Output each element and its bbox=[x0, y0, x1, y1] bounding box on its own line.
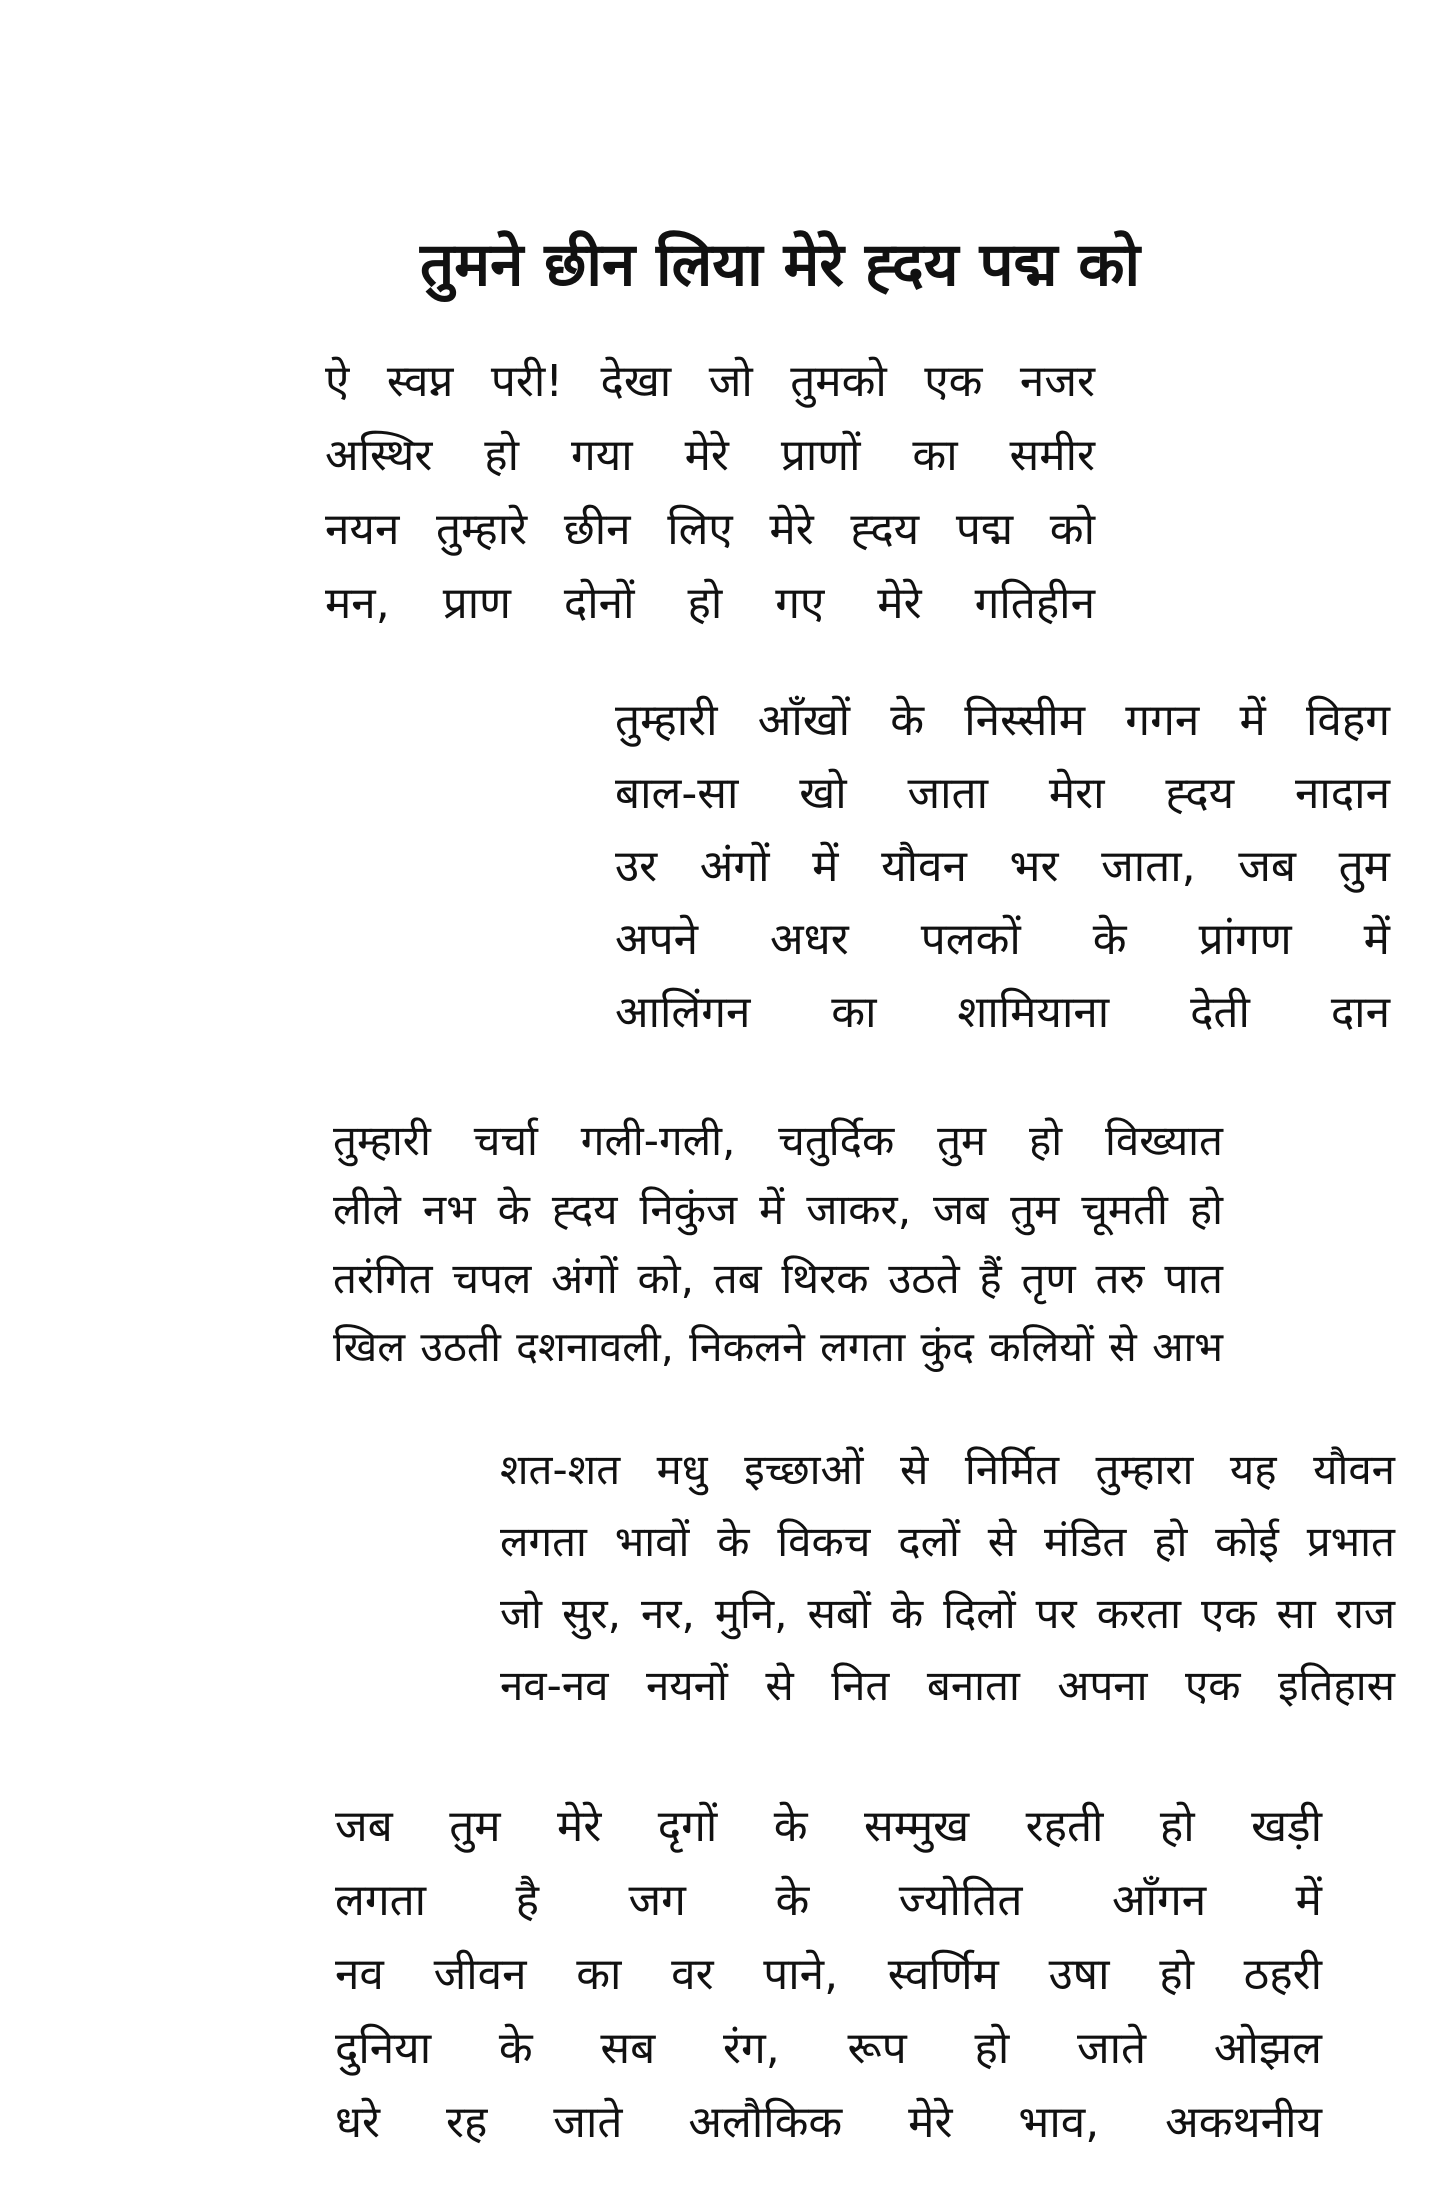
stanza-line: धरे रह जाते अलौकिक मेरे भाव, अकथनीय bbox=[335, 2097, 1322, 2148]
stanza-line: लगता है जग के ज्योतित आँगन में bbox=[335, 1875, 1322, 1926]
stanza-4 bbox=[500, 1434, 1395, 1722]
stanza-line: जब तुम मेरे दृगों के सम्मुख रहती हो खड़ी bbox=[335, 1801, 1322, 1852]
stanza-line: अपने अधर पलकों के प्रांगण में bbox=[615, 914, 1390, 965]
stanza-line: अस्थिर हो गया मेरे प्राणों का समीर bbox=[325, 430, 1095, 481]
stanza-1 bbox=[325, 345, 1095, 641]
stanza-line: लगता भावों के विकच दलों से मंडित हो कोई प्रभात bbox=[500, 1517, 1395, 1566]
stanza-line: आलिंगन का शामियाना देती दान bbox=[615, 987, 1390, 1038]
stanza-line: दुनिया के सब रंग, रूप हो जाते ओझल bbox=[335, 2023, 1322, 2074]
stanza-line: बाल-सा खो जाता मेरा ह्दय नादान bbox=[615, 768, 1390, 819]
stanza-line: खिल उठती दशनावली, निकलने लगता कुंद कलियों से आभ bbox=[333, 1323, 1223, 1371]
stanza-line: नयन तुम्हारे छीन लिए मेरे ह्दय पद्म को bbox=[325, 504, 1095, 555]
stanza-line: तरंगित चपल अंगों को, तब थिरक उठते हैं तृण तरु पात bbox=[333, 1254, 1223, 1303]
stanza-line: ऐ स्वप्न परी! देखा जो तुमको एक नजर bbox=[325, 356, 1095, 407]
stanza-5 bbox=[335, 1790, 1322, 2160]
stanza-line: शत-शत मधु इच्छाओं से निर्मित तुम्हारा यह यौवन bbox=[500, 1445, 1395, 1494]
stanza-line: नव जीवन का वर पाने, स्वर्णिम उषा हो ठहरी bbox=[335, 1949, 1322, 2000]
stanza-line: तुम्हारी चर्चा गली-गली, चतुर्दिक तुम हो विख्यात bbox=[333, 1116, 1223, 1165]
stanza-3 bbox=[333, 1106, 1223, 1382]
stanza-2 bbox=[615, 684, 1390, 1049]
stanza-line: जो सुर, नर, मुनि, सबों के दिलों पर करता एक सा राज bbox=[500, 1589, 1395, 1638]
stanza-line: मन, प्राण दोनों हो गए मेरे गतिहीन bbox=[325, 578, 1095, 629]
stanza-line: तुम्हारी आँखों के निस्सीम गगन में विहग bbox=[615, 695, 1390, 746]
stanza-line: उर अंगों में यौवन भर जाता, जब तुम bbox=[615, 841, 1390, 892]
stanza-line: लीले नभ के ह्दय निकुंज में जाकर, जब तुम चूमती हो bbox=[333, 1185, 1223, 1234]
poem-title: तुमने छीन लिया मेरे ह्दय पद्म को bbox=[420, 230, 1141, 300]
stanza-line: नव-नव नयनों से नित बनाता अपना एक इतिहास bbox=[500, 1661, 1395, 1710]
